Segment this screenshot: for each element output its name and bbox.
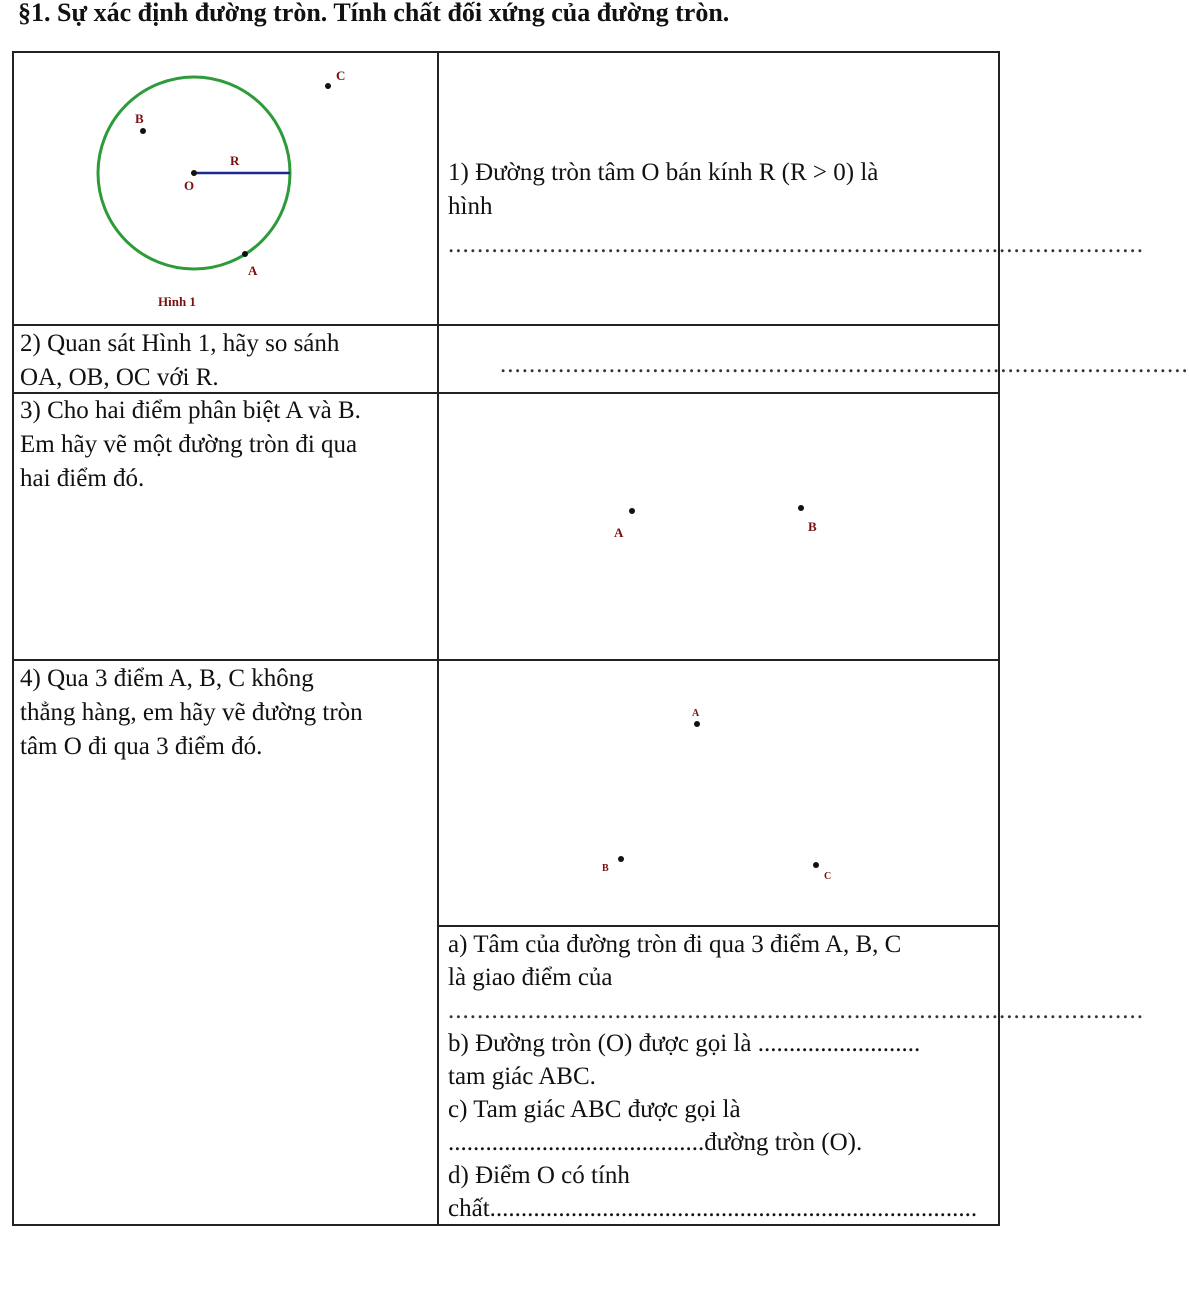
qa-line2: là giao điểm của — [448, 964, 613, 991]
row4-question — [20, 662, 435, 764]
figure-1 — [60, 60, 380, 320]
row4-label-a: A — [692, 708, 700, 719]
row1-answer-blank: ................................................................................................ — [448, 231, 1144, 258]
label-o: O — [184, 178, 195, 193]
qa-line1: a) Tâm của đường tròn đi qua 3 điểm A, B, C — [448, 931, 902, 958]
row3-point-b-dot — [798, 505, 804, 511]
row4-point-c-dot — [813, 862, 819, 868]
figure-caption: Hình 1 — [158, 294, 196, 309]
row4-text-line1: 4) Qua 3 điểm A, B, C không — [20, 665, 314, 692]
row2-question — [20, 327, 435, 395]
row3-label-a: A — [614, 525, 624, 540]
qd-line1: d) Điểm O có tính — [448, 1162, 630, 1189]
label-b: B — [135, 111, 144, 126]
qd-line2: chất.............................................................................. — [448, 1195, 978, 1222]
row3-drawing-area — [440, 395, 998, 659]
row2-text-line1: 2) Quan sát Hình 1, hãy so sánh — [20, 330, 340, 357]
row3-label-b: B — [808, 519, 817, 534]
page-title: §1. Sự xác định đường tròn. Tính chất đối xứng của đường tròn. — [18, 0, 730, 27]
row3-text-line1: 3) Cho hai điểm phân biệt A và B. — [20, 397, 361, 424]
row4-text-line2: thẳng hàng, em hãy vẽ đường tròn — [20, 699, 363, 726]
qb-line2: tam giác ABC. — [448, 1063, 596, 1090]
qa-answer-blank: ................................................................................................ — [448, 997, 1144, 1024]
qc-line2: .........................................đường tròn (O). — [448, 1129, 863, 1156]
label-c: C — [336, 68, 346, 83]
label-r: R — [230, 153, 240, 168]
qb-line1: b) Đường tròn (O) được gọi là .......................... — [448, 1030, 921, 1057]
row3-question — [20, 394, 435, 496]
point-a-dot — [242, 251, 248, 257]
row4-label-b: B — [602, 863, 609, 874]
label-a: A — [248, 263, 258, 278]
row2-answer-blank: ............................................................................................... — [500, 351, 1189, 378]
row4-point-a-dot — [694, 721, 700, 727]
row3-point-a-dot — [629, 508, 635, 514]
qc-line1: c) Tam giác ABC được gọi là — [448, 1096, 741, 1123]
row1-text-line1: 1) Đường tròn tâm O bán kính R (R > 0) là — [448, 159, 879, 186]
row4-subquestions — [448, 928, 1144, 1225]
center-point-o — [191, 170, 197, 176]
row2-answer — [500, 348, 1189, 382]
row4-text-line3: tâm O đi qua 3 điểm đó. — [20, 733, 263, 760]
row4-drawing-area — [440, 661, 998, 925]
row4-label-c: C — [824, 871, 832, 882]
row2-text-line2: OA, OB, OC với R. — [20, 364, 219, 391]
row3-text-line3: hai điểm đó. — [20, 465, 145, 492]
row4-point-b-dot — [618, 856, 624, 862]
point-b-dot — [140, 128, 146, 134]
row3-text-line2: Em hãy vẽ một đường tròn đi qua — [20, 431, 358, 458]
row1-question — [448, 156, 1144, 262]
row1-text-line2: hình — [448, 193, 493, 220]
point-c-dot — [325, 83, 331, 89]
